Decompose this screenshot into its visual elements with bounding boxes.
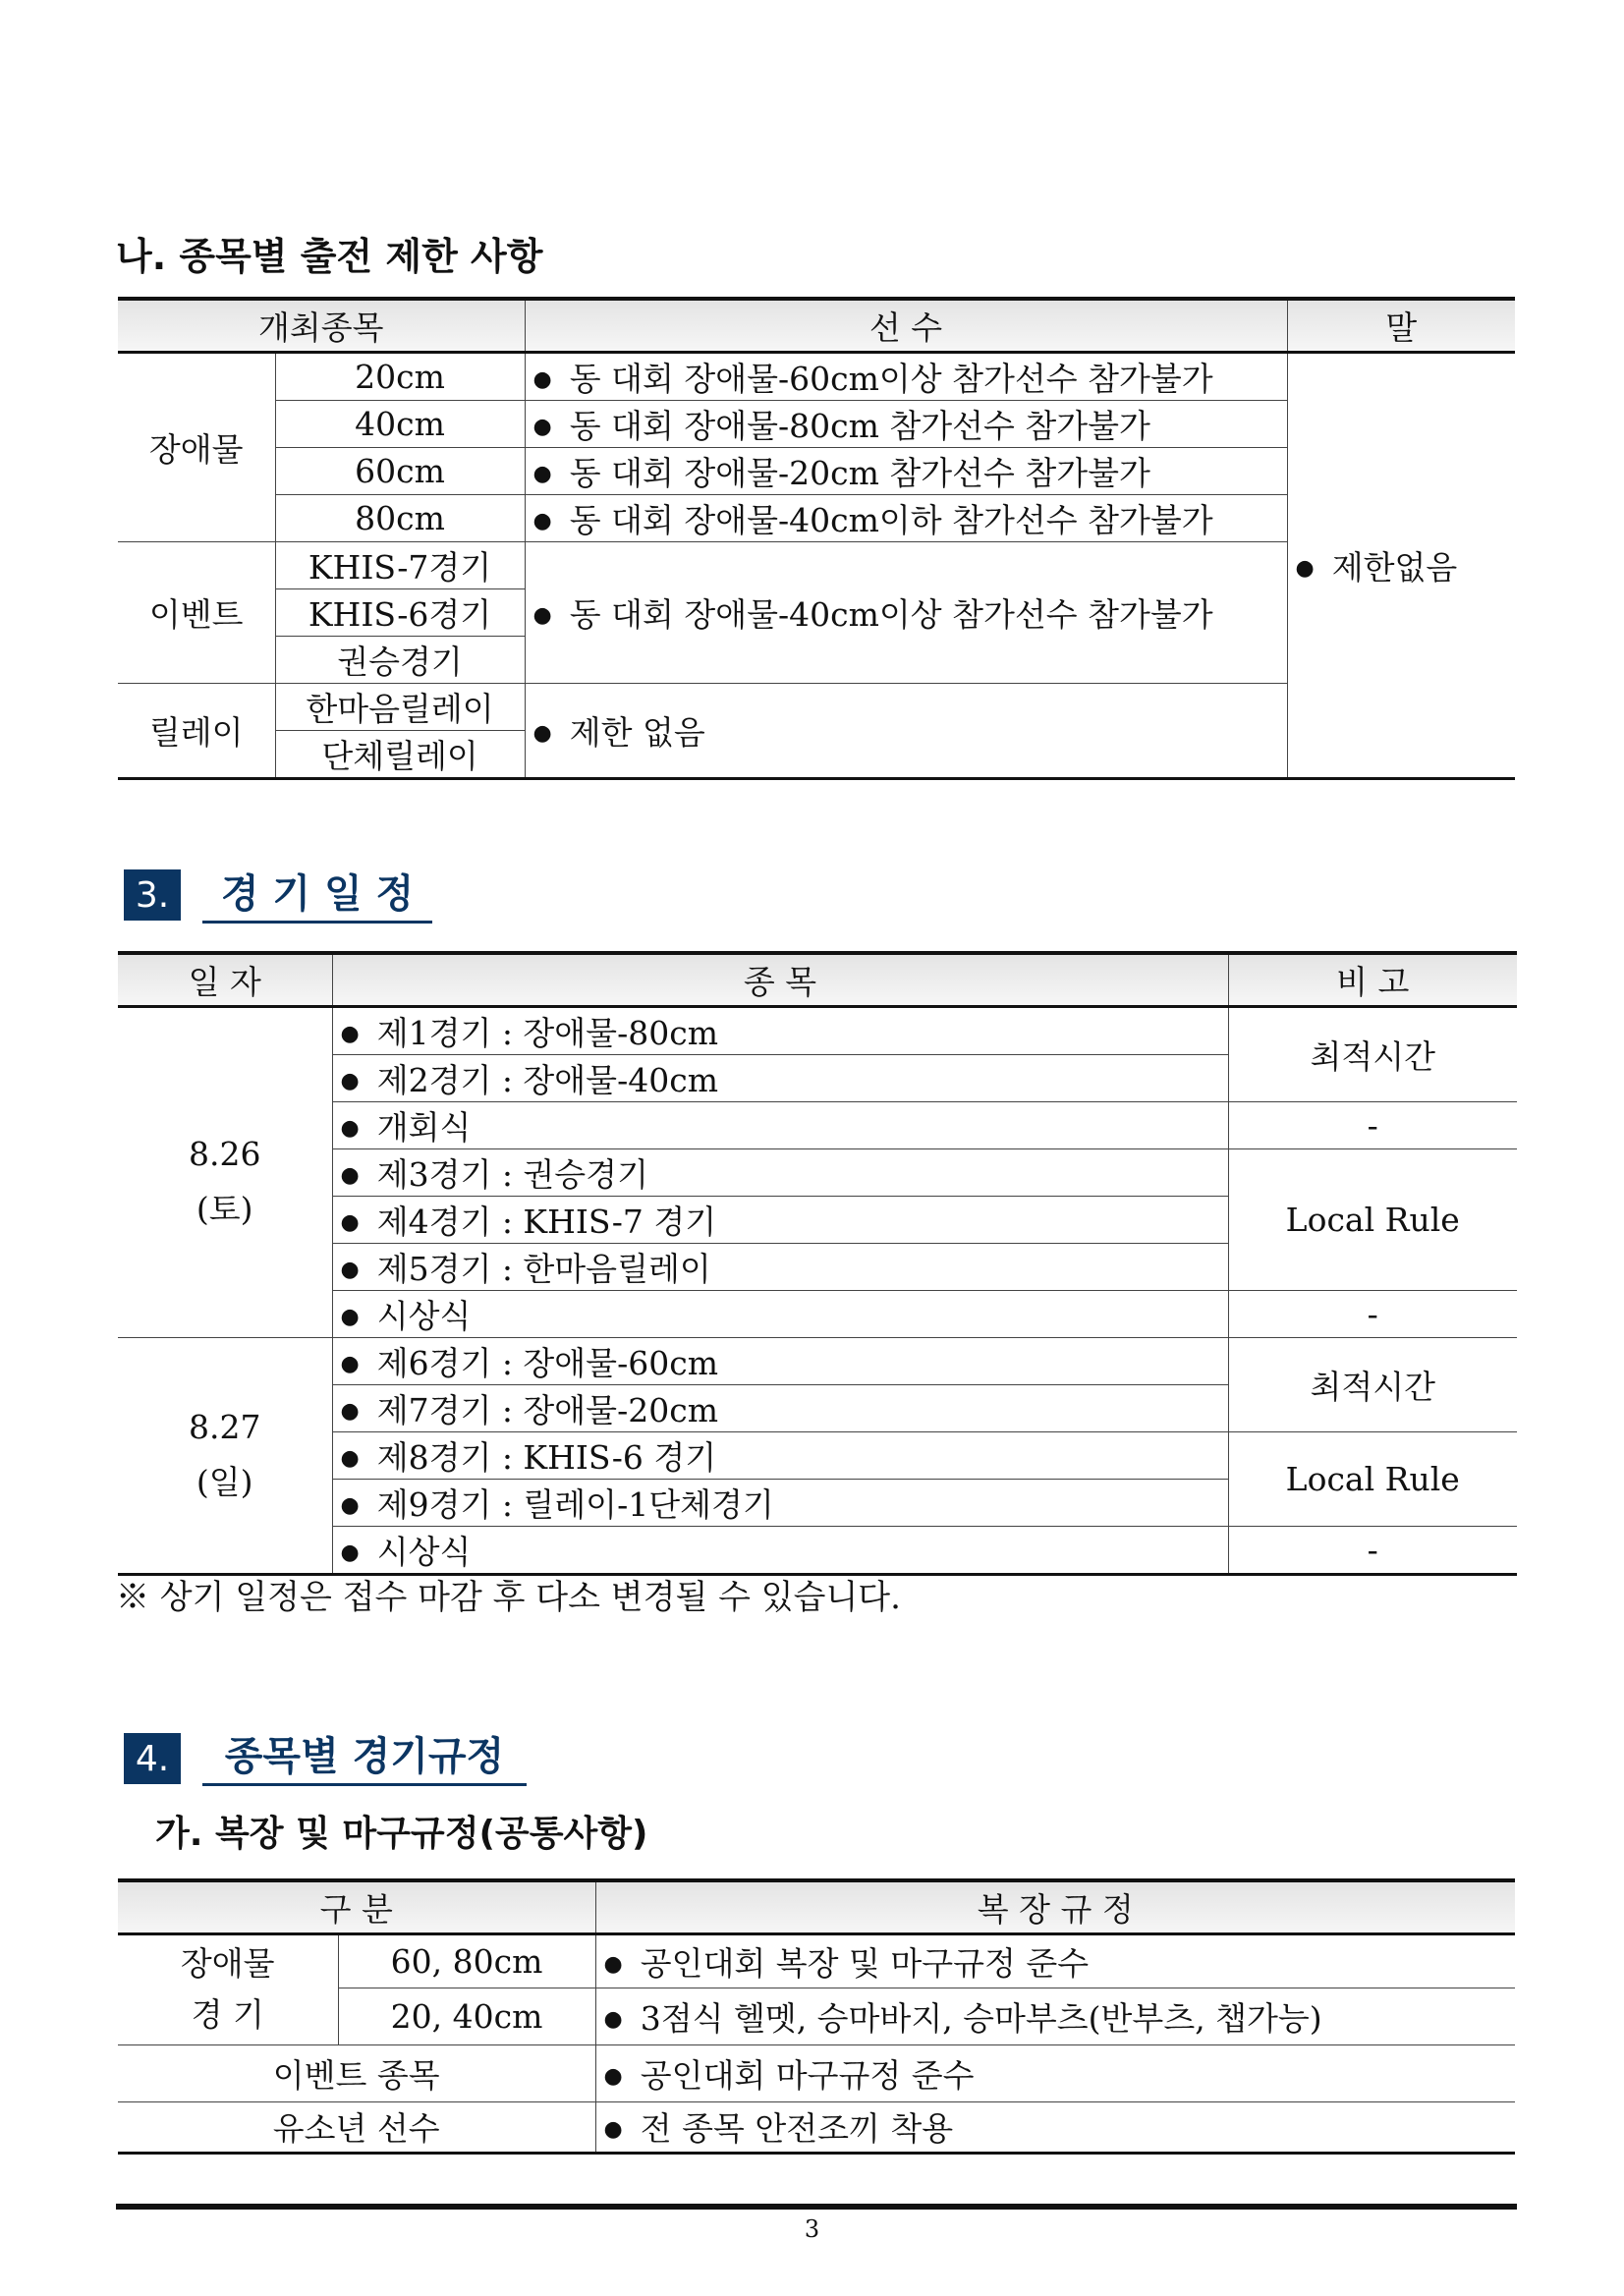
schedule-table — [118, 951, 1517, 1576]
header-event: 개최종목 — [118, 299, 525, 352]
schedule-item: ● 개회식 — [332, 1101, 1228, 1148]
item-cell: 20cm — [275, 352, 525, 400]
rule-cell: ● 동 대회 장애물-60cm이상 참가선수 참가불가 — [525, 352, 1287, 400]
remark-cell: - — [1228, 1290, 1517, 1337]
schedule-item: ● 시상식 — [332, 1290, 1228, 1337]
group-relay: 릴레이 — [118, 683, 275, 778]
height-cell: 20, 40cm — [338, 1988, 595, 2044]
remark-cell: Local Rule — [1228, 1431, 1517, 1526]
attire-rule-cell: ● 공인대회 마구규정 준수 — [595, 2044, 1515, 2101]
item-cell: 권승경기 — [275, 636, 525, 683]
header-remark: 비 고 — [1228, 953, 1517, 1006]
header-category: 구 분 — [118, 1880, 595, 1933]
item-cell: 60cm — [275, 447, 525, 494]
height-cell: 60, 80cm — [338, 1933, 595, 1988]
attire-rule-cell: ● 3점식 헬멧, 승마바지, 승마부츠(반부츠, 챕가능) — [595, 1988, 1515, 2044]
attire-rules-table — [118, 1878, 1515, 2155]
item-cell: 40cm — [275, 400, 525, 447]
schedule-item: ● 제7경기 : 장애물-20cm — [332, 1384, 1228, 1431]
horse-rule-cell: ● 제한없음 — [1287, 352, 1515, 778]
event-category: 이벤트 종목 — [118, 2044, 595, 2101]
schedule-item: ● 시상식 — [332, 1526, 1228, 1574]
schedule-item: ● 제2경기 : 장애물-40cm — [332, 1054, 1228, 1101]
remark-cell: - — [1228, 1101, 1517, 1148]
obstacle-category — [118, 1933, 338, 2044]
section-number-4: 4. — [124, 1733, 181, 1784]
page-number: 3 — [804, 2215, 820, 2243]
date-day1 — [118, 1006, 332, 1337]
youth-category: 유소년 선수 — [118, 2101, 595, 2153]
item-cell: KHIS-6경기 — [275, 588, 525, 636]
item-cell: 한마음릴레이 — [275, 683, 525, 730]
rule-cell: ● 동 대회 장애물-80cm 참가선수 참가불가 — [525, 400, 1287, 447]
schedule-item: ● 제1경기 : 장애물-80cm — [332, 1006, 1228, 1054]
date-day1-weekday: (토) — [196, 1190, 253, 1228]
schedule-item: ● 제8경기 : KHIS-6 경기 — [332, 1431, 1228, 1479]
remark-cell: - — [1228, 1526, 1517, 1574]
date-day2-date: 8.27 — [189, 1408, 261, 1446]
relay-rule-cell: ● 제한 없음 — [525, 683, 1287, 778]
schedule-note: ※ 상기 일정은 접수 마감 후 다소 변경될 수 있습니다. — [116, 1578, 901, 1617]
obstacle-label-2: 경 기 — [191, 1995, 264, 2034]
date-day2-weekday: (일) — [196, 1463, 253, 1501]
section-number-3: 3. — [124, 869, 181, 921]
restriction-heading: 나. 종목별 출전 제한 사항 — [116, 235, 543, 278]
section-title-rules: 종목별 경기규정 — [202, 1725, 527, 1786]
header-item: 종 목 — [332, 953, 1228, 1006]
attire-rule-cell: ● 공인대회 복장 및 마구규정 준수 — [595, 1933, 1515, 1988]
restriction-table — [118, 297, 1515, 780]
group-event: 이벤트 — [118, 541, 275, 683]
remark-cell: 최적시간 — [1228, 1006, 1517, 1101]
header-date: 일 자 — [118, 953, 332, 1006]
attire-rule-cell: ● 전 종목 안전조끼 착용 — [595, 2101, 1515, 2153]
item-cell: KHIS-7경기 — [275, 541, 525, 588]
date-day2 — [118, 1337, 332, 1574]
schedule-item: ● 제3경기 : 권승경기 — [332, 1148, 1228, 1196]
schedule-item: ● 제5경기 : 한마음릴레이 — [332, 1243, 1228, 1290]
item-cell: 단체릴레이 — [275, 730, 525, 778]
remark-cell: Local Rule — [1228, 1148, 1517, 1290]
schedule-item: ● 제9경기 : 릴레이-1단체경기 — [332, 1479, 1228, 1526]
header-rider: 선 수 — [525, 299, 1287, 352]
schedule-item: ● 제6경기 : 장애물-60cm — [332, 1337, 1228, 1384]
footer-rule — [116, 2204, 1517, 2210]
rules-subheading: 가. 복장 및 마구규정(공통사항) — [155, 1814, 648, 1854]
date-day1-date: 8.26 — [189, 1135, 261, 1173]
rule-cell: ● 동 대회 장애물-20cm 참가선수 참가불가 — [525, 447, 1287, 494]
obstacle-label-1: 장애물 — [180, 1944, 275, 1983]
header-attire: 복 장 규 정 — [595, 1880, 1515, 1933]
group-obstacle: 장애물 — [118, 352, 275, 541]
event-rule-cell: ● 동 대회 장애물-40cm이상 참가선수 참가불가 — [525, 541, 1287, 683]
header-horse: 말 — [1287, 299, 1515, 352]
rule-cell: ● 동 대회 장애물-40cm이하 참가선수 참가불가 — [525, 494, 1287, 541]
schedule-item: ● 제4경기 : KHIS-7 경기 — [332, 1196, 1228, 1243]
remark-cell: 최적시간 — [1228, 1337, 1517, 1431]
section-title-schedule: 경 기 일 정 — [202, 863, 432, 924]
item-cell: 80cm — [275, 494, 525, 541]
